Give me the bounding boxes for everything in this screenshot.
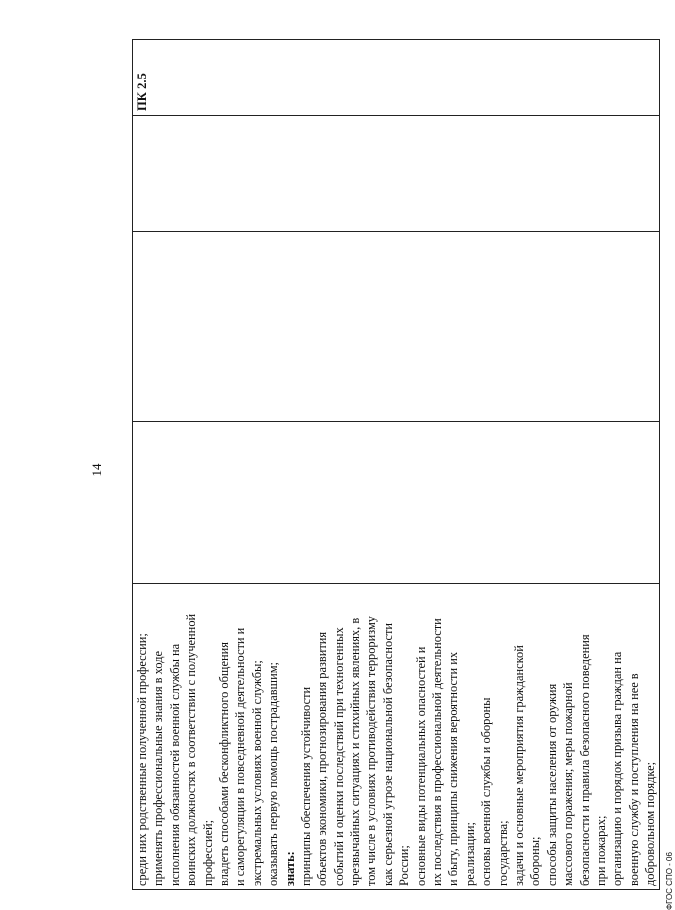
page-number: 14 <box>89 463 104 477</box>
text-line: и саморегуляции в повседневной деятельности и <box>233 627 248 886</box>
text-line: способы защиты населения от оружия <box>544 683 559 886</box>
text-line: знать: <box>282 851 297 886</box>
text-line: при пожарах; <box>593 815 608 886</box>
text-line: их последствия в профессиональной деятельности <box>430 618 445 886</box>
text-line: исполнения обязанностей военной службы на <box>167 643 182 886</box>
competency-cell <box>133 40 660 116</box>
text-line: объектов экономики, прогнозирования развития <box>315 631 330 886</box>
text-line: воинских должностях в соответствии с полученной <box>184 613 199 886</box>
text-line: чрезвычайных ситуациях и стихийных явлениях, в <box>348 617 363 886</box>
discipline-index-cell <box>133 422 660 584</box>
text-line: экстремальных условиях военной службы; <box>249 660 264 886</box>
text-line: принципы обеспечения устойчивости <box>298 686 313 886</box>
text-line: среди них родственные полученной профессии; <box>135 633 149 886</box>
text-line: как серьезной угрозе национальной безопасности <box>380 622 395 886</box>
text-line: добровольном порядке; <box>643 761 658 886</box>
text-line: обороны; <box>528 836 543 886</box>
footer-document-code: ФГОС СПО - 06 <box>665 852 674 910</box>
text-line: основы военной службы и обороны <box>479 697 494 886</box>
text-line: задачи и основные мероприятия гражданской <box>511 645 526 886</box>
text-line: России; <box>397 845 412 886</box>
text-line: государства; <box>495 820 510 886</box>
text-line: и быту, принципы снижения вероятности их <box>446 651 461 886</box>
text-line: событий и оценки последствий при техногенных <box>331 627 346 886</box>
text-line: оказывать первую помощь пострадавшим; <box>266 662 281 886</box>
text-line: военную службу и поступления на нее в <box>626 673 641 886</box>
text-line: владеть способами бесконфликтного общения <box>216 642 231 886</box>
rotated-page <box>89 40 674 910</box>
competency-table <box>132 39 660 890</box>
text-line: профессией; <box>200 819 215 886</box>
knowledge-skills-cell <box>133 584 660 890</box>
text-line: применять профессиональные знания в ходе <box>151 651 166 886</box>
discipline-name-cell <box>133 232 660 422</box>
text-line: массового поражения; меры пожарной <box>561 682 576 886</box>
text-line: основные виды потенциальных опасностей и <box>413 646 428 886</box>
text-line: том числе в условиях противодействия терроризму <box>364 615 379 886</box>
knowledge-skills-text <box>133 584 659 889</box>
text-line: безопасности и правила безопасного поведения <box>577 634 592 886</box>
competency-code: ПК 2.5 <box>135 73 149 111</box>
text-line: реализации; <box>462 822 477 886</box>
text-line: организацию и порядок призыва граждан на <box>610 651 625 886</box>
hours-cell <box>133 116 660 232</box>
table-row <box>133 40 660 890</box>
